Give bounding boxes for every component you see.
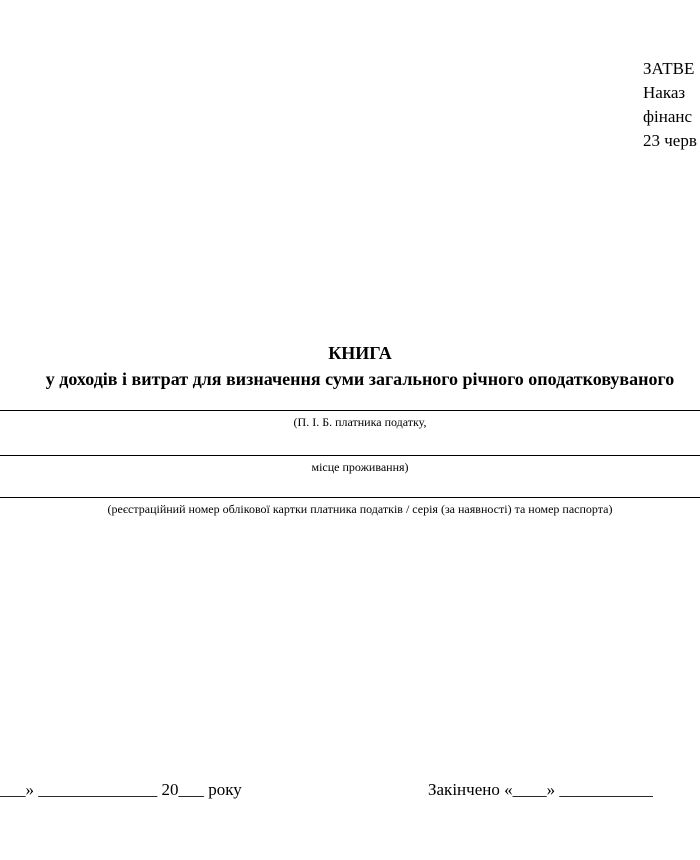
end-date-line[interactable]: Закінчено «____» ___________ xyxy=(428,780,653,799)
registration-fill-line[interactable] xyxy=(0,497,700,498)
approval-line-1: ЗАТВЕ xyxy=(643,59,695,78)
approval-stamp xyxy=(643,57,697,153)
residence-fill-line[interactable] xyxy=(0,455,700,456)
approval-line-2: Наказ xyxy=(643,83,686,102)
registration-caption: (реєстраційний номер облікової картки платника податків / серія (за наявності) та номер паспорта) xyxy=(107,502,613,516)
document-title: КНИГА xyxy=(328,343,392,363)
approval-line-4: 23 черв xyxy=(643,131,697,150)
start-date-line[interactable]: ___» ______________ 20___ року xyxy=(0,780,242,799)
name-fill-line[interactable] xyxy=(0,410,700,411)
residence-caption: місце проживання) xyxy=(311,460,409,474)
document-subtitle: у доходів і витрат для визначення суми загального річного оподатковуваного xyxy=(45,369,675,389)
approval-line-3: фінанс xyxy=(643,107,693,126)
name-caption: (П. І. Б. платника податку, xyxy=(293,415,427,429)
